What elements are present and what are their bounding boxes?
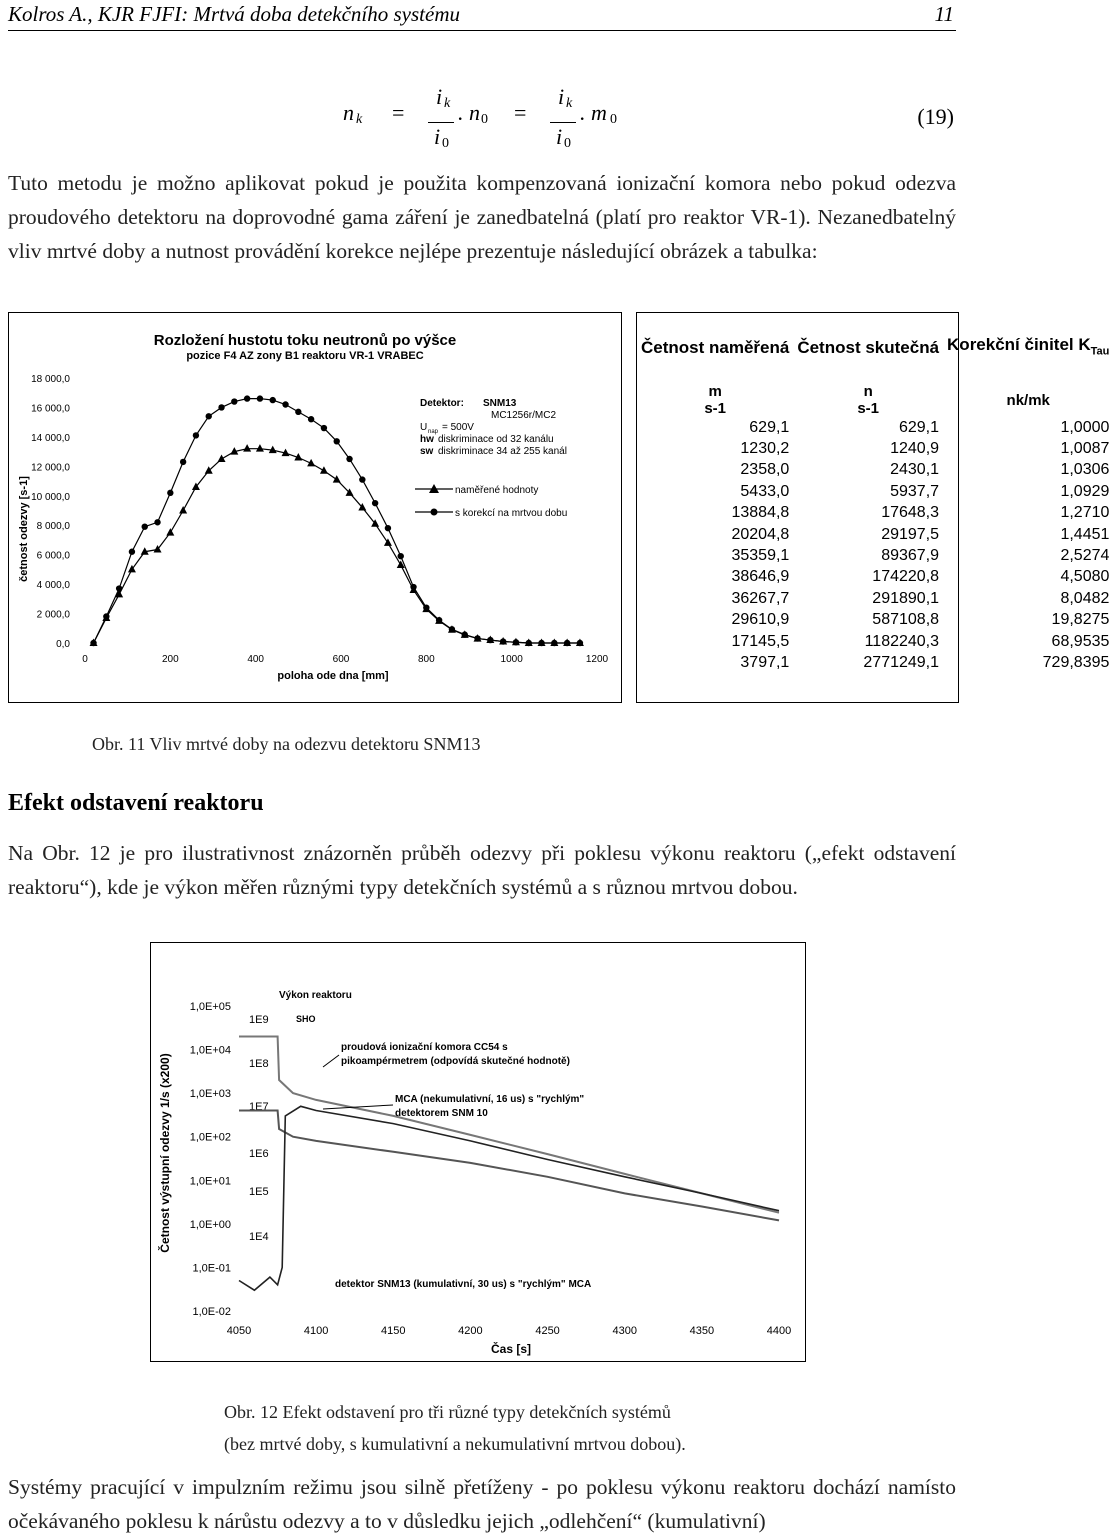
x-tick-label: 1200 <box>585 654 609 665</box>
annot-u: U <box>420 422 428 433</box>
table-cell: 1,0087 <box>1060 440 1110 458</box>
data-point-circle <box>142 523 148 529</box>
data-point-triangle <box>166 528 174 536</box>
table-cell: 2358,0 <box>740 461 790 479</box>
data-point-circle <box>154 519 160 525</box>
y-tick-label: 0,0 <box>56 639 70 650</box>
x-tick-label: 4150 <box>381 1325 406 1337</box>
data-point-circle <box>385 525 391 531</box>
eq-eq2: = <box>514 100 527 125</box>
chart1-xlabel: poloha ode dna [mm] <box>277 670 389 682</box>
y-tick-label: 6 000,0 <box>36 550 70 562</box>
table-cell: 1,0929 <box>1060 482 1110 500</box>
x-tick-label: 4200 <box>458 1325 483 1337</box>
table-cell: 5433,0 <box>740 482 790 500</box>
table-cell: 1240,9 <box>890 440 940 458</box>
data-point-circle <box>321 425 327 431</box>
data-point-circle <box>474 635 480 641</box>
eq-i-top2: i <box>558 84 565 109</box>
annot-detector-val: SNM13 <box>483 398 517 409</box>
data-point-circle <box>116 585 122 591</box>
data-point-circle <box>513 639 519 645</box>
eq-zero-m: 0 <box>610 112 617 127</box>
table-cell: 68,9535 <box>1051 632 1110 650</box>
y-tick-label: 10 000,0 <box>31 491 70 503</box>
data-point-triangle <box>256 444 264 452</box>
chart1-subtitle: pozice F4 AZ zony B1 reaktoru VR-1 VRABEC <box>186 350 424 362</box>
series-line-1 <box>239 1111 779 1221</box>
table-cell: 29610,9 <box>731 611 790 629</box>
data-point-circle <box>449 626 455 632</box>
y-tick-label: 2 000,0 <box>36 609 70 621</box>
data-point-circle <box>270 397 276 403</box>
table-row <box>637 438 1113 459</box>
data-point-circle <box>103 613 109 619</box>
table-row <box>637 610 1113 631</box>
data-point-circle <box>577 640 583 646</box>
data-point-circle <box>295 409 301 415</box>
eq-dot-n: . n <box>458 100 480 125</box>
data-point-triangle <box>218 454 226 462</box>
data-point-circle <box>206 413 212 419</box>
data-point-triangle <box>243 444 251 452</box>
data-point-circle <box>129 549 135 555</box>
y-tick-label: 1,0E+00 <box>189 1218 231 1231</box>
table-cell: 13884,8 <box>731 504 790 522</box>
y-tick-label: 1,0E+04 <box>189 1044 231 1057</box>
annot-hw-bold: hw <box>420 434 434 445</box>
table-cell: 17145,5 <box>731 632 790 650</box>
legend-label-corrected: s korekcí na mrtvou dobu <box>455 508 568 519</box>
eq-k-top2: k <box>566 96 573 111</box>
power-scale-label: 1E5 <box>249 1186 269 1198</box>
data-point-circle <box>436 617 442 623</box>
data-point-circle <box>90 640 96 646</box>
table-cell: 19,8275 <box>1051 611 1110 629</box>
x-tick-label: 800 <box>417 654 435 665</box>
table-cell: 17648,3 <box>881 504 940 522</box>
data-point-circle <box>410 584 416 590</box>
data-point-circle <box>423 604 429 610</box>
page-number: 11 <box>934 2 954 26</box>
annot-sw: diskriminace 34 až 255 kanál <box>438 446 567 457</box>
data-point-triangle <box>179 506 187 514</box>
chart1-annotation-box <box>420 398 567 457</box>
power-scale-label: 1E9 <box>249 1014 269 1026</box>
data-point-circle <box>218 404 224 410</box>
table-cell: 1,0000 <box>1060 418 1110 436</box>
eq-zero-n: 0 <box>481 112 488 127</box>
annot-hw: diskriminace od 32 kanálu <box>438 434 554 445</box>
table-cell: 2,5274 <box>1060 547 1110 565</box>
paragraph-3: Systémy pracující v impulzním režimu jsou silně přetíženy - po poklesu výkonu reaktoru dochází namísto očekávaného poklesu k nárůstu odezvy a to v důsledku jejich „odlehčení“ (kumulativní) <box>8 1475 956 1533</box>
annot-u-val: = 500V <box>442 422 474 433</box>
data-point-circle <box>487 637 493 643</box>
table-cell: 1,2710 <box>1060 504 1110 522</box>
x-tick-label: 1000 <box>500 654 523 665</box>
data-point-circle <box>167 490 173 496</box>
legend-label-measured: naměřené hodnoty <box>455 485 539 496</box>
annot-sw-bold: sw <box>420 446 434 457</box>
eq-eq1: = <box>392 100 405 125</box>
figure-caption-11: Obr. 11 Vliv mrtvé doby na odezvu detektoru SNM13 <box>92 734 481 754</box>
data-point-circle <box>308 416 314 422</box>
table-cell: 587108,8 <box>872 611 940 629</box>
table-row <box>637 545 1113 566</box>
annot-sho: SHO <box>296 1014 316 1024</box>
y-tick-label: 14 000,0 <box>31 432 70 444</box>
data-point-circle <box>526 640 532 646</box>
table-header-true: Četnost skutečná <box>797 338 940 357</box>
eq-i-bot2: i <box>556 124 563 149</box>
x-tick-label: 4100 <box>303 1325 329 1337</box>
table-cell: 174220,8 <box>872 568 940 586</box>
chart-shutdown-effect <box>150 942 806 1362</box>
table-cell: 36267,7 <box>731 589 790 607</box>
table-cell: 1,0306 <box>1060 461 1110 479</box>
chart-flux-distribution <box>8 312 622 703</box>
table-cell: 1,4451 <box>1060 525 1110 543</box>
y-tick-label: 1,0E+02 <box>189 1131 231 1144</box>
annot-snm13: detektor SNM13 (kumulativní, 30 us) s "rychlým" MCA <box>335 1279 592 1290</box>
annot-mca-1: MCA (nekumulativní, 16 us) s "rychlým" <box>395 1094 585 1105</box>
x-tick-label: 4300 <box>612 1325 637 1337</box>
table-row <box>637 588 1113 609</box>
annot-detector: Detektor: <box>420 398 464 409</box>
data-point-circle <box>564 640 570 646</box>
y-tick-label: 1,0E+01 <box>189 1175 231 1188</box>
table-row <box>637 524 1113 545</box>
table-cell: 8,0482 <box>1060 589 1110 607</box>
x-tick-label: 4050 <box>226 1325 252 1337</box>
table-cell: 35359,1 <box>731 547 790 565</box>
eq-fraction-bar-1 <box>428 122 454 123</box>
table-cell: 89367,9 <box>881 547 940 565</box>
power-scale-label: 1E4 <box>249 1231 269 1243</box>
y-tick-label: 1,0E+03 <box>189 1088 231 1101</box>
section-heading: Efekt odstavení reaktoru <box>8 790 264 816</box>
data-point-triangle <box>333 475 341 483</box>
data-point-circle <box>462 631 468 637</box>
figure-caption-12a: Obr. 12 Efekt odstavení pro tři různé typy detekčních systémů <box>224 1402 671 1422</box>
table-header-measured: Četnost naměřená <box>641 338 790 357</box>
data-point-triangle <box>320 466 328 474</box>
data-point-circle <box>346 456 352 462</box>
table-cell: 5937,7 <box>890 482 940 500</box>
table-row <box>637 652 1113 673</box>
eq-dot-m: . m <box>580 100 607 125</box>
annot-u-sub: nap <box>428 429 439 435</box>
series-line-2 <box>239 1106 779 1290</box>
eq-fraction-bar-2 <box>550 122 576 123</box>
table-cell: 629,1 <box>749 418 790 436</box>
x-tick-label: 600 <box>332 654 350 665</box>
y-tick-label: 4 000,0 <box>36 580 70 592</box>
x-tick-label: 4400 <box>766 1325 792 1337</box>
chart2-ylabel: Četnost výstupní odezvy 1/s (x200) <box>158 1053 172 1253</box>
y-tick-label: 1,0E-01 <box>192 1262 231 1275</box>
table-cell: 20204,8 <box>731 525 790 543</box>
table-cell: 1230,2 <box>740 440 790 458</box>
data-point-circle <box>180 459 186 465</box>
paragraph-1: Tuto metodu je možno aplikovat pokud je použita kompenzovaná ionizační komora nebo pokud odezva proudového detektoru na doprovodné gama záření je zanedbatelná (platí pro reaktor VR-1). Nezanedbatelný vliv mrtvé doby a nutnost provádění korekce nejlépe prezentuje následující obrázek a tabulka: <box>8 171 956 263</box>
eq-i-bot1: i <box>434 124 441 149</box>
paragraph-2: Na Obr. 12 je pro ilustrativnost znázorněn průběh odezvy při poklesu výkonu reaktoru („efekt odstavení reaktoru“), kde je výkon měřen různými typy detekčních systémů a s různou mrtvou dobou. <box>8 841 956 899</box>
data-point-circle <box>359 476 365 482</box>
y-tick-label: 8 000,0 <box>36 521 70 533</box>
chart1-ylabel: četnost odezvy [s-1] <box>18 476 30 582</box>
legend-circle-icon <box>431 509 438 516</box>
data-point-circle <box>193 432 199 438</box>
eq-n: n <box>343 100 354 125</box>
table-cell: 3797,1 <box>740 653 790 671</box>
equation-number: (19) <box>917 104 954 129</box>
x-tick-label: 200 <box>161 654 179 665</box>
unit-factor: nk/mk <box>1006 391 1050 409</box>
table-row <box>637 460 1113 481</box>
table-cell: 2430,1 <box>890 461 940 479</box>
table-row <box>637 503 1113 524</box>
table-cell: 4,5080 <box>1060 568 1110 586</box>
data-point-circle <box>398 553 404 559</box>
table-cell: 629,1 <box>898 418 940 436</box>
table-cell: 38646,9 <box>731 568 790 586</box>
table-cell: 29197,5 <box>881 525 940 543</box>
chart1-title: Rozložení hustotu toku neutronů po výšce <box>153 332 457 349</box>
annot-cc54-2: pikoampérmetrem (odpovídá skutečné hodnotě) <box>341 1056 570 1067</box>
data-point-circle <box>551 640 557 646</box>
table-cell: 291890,1 <box>872 589 940 607</box>
correction-table <box>636 312 1110 703</box>
chart2-title: Výkon reaktoru <box>279 990 352 1001</box>
power-scale-label: 1E6 <box>249 1148 269 1160</box>
data-point-circle <box>257 395 263 401</box>
y-tick-label: 1,0E-02 <box>192 1306 231 1318</box>
data-point-circle <box>282 401 288 407</box>
table-row <box>637 417 1113 438</box>
x-tick-label: 4250 <box>535 1325 560 1337</box>
y-tick-label: 18 000,0 <box>31 374 70 385</box>
table-header-factor: Korekční činitel $K_{Tau}$ <box>947 334 1110 358</box>
x-tick-label: 400 <box>247 654 265 665</box>
table-row <box>637 567 1113 588</box>
eq-k-sub: k <box>356 112 363 127</box>
x-tick-label: 0 <box>82 654 88 665</box>
chart2-xlabel: Čas [s] <box>490 1342 532 1356</box>
chart2-annotations <box>296 1014 591 1290</box>
power-scale-label: 1E8 <box>249 1058 269 1070</box>
annot-cc54-1: proudová ionizační komora CC54 s <box>341 1042 508 1053</box>
annot-arrow-cc54 <box>323 1055 339 1067</box>
eq-zero-bot1: 0 <box>442 136 449 151</box>
power-scale-label: 1E7 <box>249 1101 269 1113</box>
annot-type: MC1256r/MC2 <box>491 410 557 421</box>
page-header <box>8 0 956 31</box>
data-point-circle <box>372 500 378 506</box>
data-point-circle <box>231 398 237 404</box>
chart1-legend <box>415 484 567 519</box>
annot-mca-2: detektorem SNM 10 <box>395 1108 488 1119</box>
x-tick-label: 4350 <box>689 1325 715 1337</box>
unit-measured: m s-1 <box>704 383 726 417</box>
data-point-circle <box>334 438 340 444</box>
table-cell: 2771249,1 <box>863 653 940 671</box>
data-point-circle <box>500 638 506 644</box>
data-point-circle <box>244 395 250 401</box>
table-row <box>637 631 1113 652</box>
table-cell: 1182240,3 <box>864 632 940 650</box>
figure-caption-12b: (bez mrtvé doby, s kumulativní a nekumulativní mrtvou dobou). <box>224 1434 686 1454</box>
unit-true: n s-1 <box>857 383 880 417</box>
data-point-circle <box>538 640 544 646</box>
eq-zero-bot2: 0 <box>564 136 571 151</box>
equation <box>0 78 960 158</box>
table-cell: 729,8395 <box>1042 653 1110 671</box>
table-row <box>637 481 1113 502</box>
y-tick-label: 16 000,0 <box>31 403 70 415</box>
y-tick-label: 1,0E+05 <box>189 1001 231 1013</box>
eq-i-top1: i <box>436 84 443 109</box>
header-title: Kolros A., KJR FJFI: Mrtvá doba detekčního systému <box>8 2 460 26</box>
y-tick-label: 12 000,0 <box>31 462 70 474</box>
eq-k-top1: k <box>444 96 451 111</box>
